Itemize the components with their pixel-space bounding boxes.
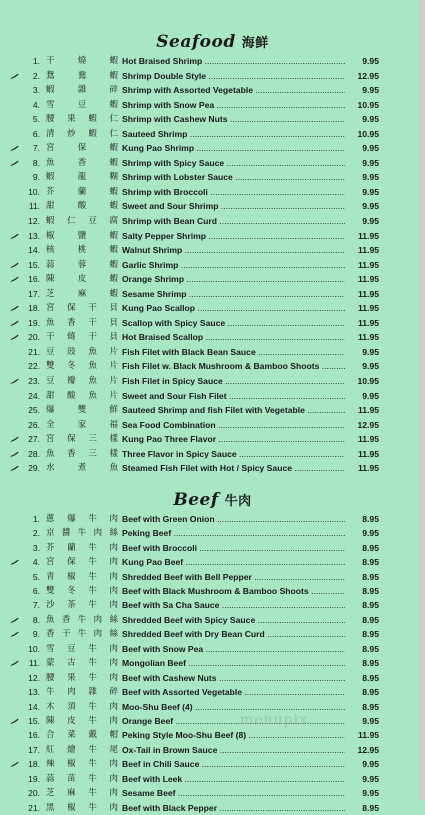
item-price: 9.95 [345, 83, 379, 98]
page-edge [419, 0, 425, 800]
menu-item-row [0, 772, 425, 786]
menu-item-row [0, 170, 425, 185]
item-chinese-name: 甜 酸 魚 片 [46, 390, 118, 401]
item-name: Orange Shrimp ..... [122, 272, 377, 287]
pepper-icon [10, 272, 22, 287]
item-chinese-name: 蒜 苗 牛 肉 [46, 773, 118, 784]
item-name: Shrimp with Bean Curd ..... [122, 214, 377, 229]
item-chinese-name: 魚 香 蝦 [46, 157, 118, 168]
item-number: 15. [28, 259, 40, 270]
item-price: 11.95 [345, 447, 379, 462]
item-number: 21. [28, 346, 40, 357]
item-price: 11.95 [345, 287, 379, 302]
item-name: Beef with Assorted Vegetable ..... [122, 685, 377, 699]
item-number: 26. [28, 419, 40, 430]
item-price: 11.95 [345, 330, 379, 345]
item-number: 1. [32, 513, 40, 524]
item-name: Hot Braised Scallop ..... [122, 330, 377, 345]
item-name: Moo-Shu Beef (4) ..... [122, 700, 377, 714]
item-chinese-name: 蝦 仁 豆 腐 [46, 216, 118, 227]
menu-item-row [0, 584, 425, 598]
item-name: Mongolian Beef ..... [122, 656, 377, 670]
item-number: 18. [28, 303, 40, 314]
item-price: 9.95 [345, 526, 379, 540]
item-name: Fish Filet w. Black Mushroom & Bamboo Shoots ..... [122, 359, 377, 374]
menu-item-row [0, 389, 425, 404]
item-price: 10.95 [345, 374, 379, 389]
menu-item-row [0, 642, 425, 656]
pepper-icon [10, 656, 22, 670]
item-name: Kung Pao Three Flavor ..... [122, 432, 377, 447]
seafood-section-title [0, 30, 425, 54]
item-price: 8.95 [345, 656, 379, 670]
item-name: Shredded Beef with Dry Bean Curd ..... [122, 627, 377, 641]
item-price: 12.95 [345, 743, 379, 757]
item-price: 8.95 [345, 555, 379, 569]
item-name: Beef with Sa Cha Sauce ..... [122, 598, 377, 612]
pepper-icon [10, 374, 22, 389]
menu-item-row [0, 214, 425, 229]
pepper-icon [10, 69, 22, 84]
pepper-icon [10, 461, 22, 476]
pepper-icon [10, 156, 22, 171]
menu-item-row [0, 627, 425, 641]
item-chinese-name: 干 燒 干 貝 [46, 332, 118, 343]
item-number: 5. [32, 571, 40, 582]
item-price: 12.95 [345, 69, 379, 84]
item-price: 8.95 [345, 801, 379, 815]
menu-item-row [0, 69, 425, 84]
item-number: 6. [32, 128, 40, 139]
beef-title-text: Beef [173, 489, 219, 510]
item-chinese-name: 豆 豉 魚 片 [46, 346, 118, 357]
menu-item-row [0, 541, 425, 555]
item-price: 8.95 [345, 613, 379, 627]
item-chinese-name: 宮 保 蝦 [46, 143, 118, 154]
item-name: Sauteed Shrimp and fish Filet with Vegetable ..... [122, 403, 377, 418]
menu-item-row [0, 301, 425, 316]
item-number: 1. [32, 56, 40, 66]
item-chinese-name: 蝦 雜 碎 [46, 85, 118, 96]
menu-item-row [0, 461, 425, 476]
menu-item-row [0, 685, 425, 699]
item-number: 14. [28, 701, 40, 712]
item-chinese-name: 牛 肉 雜 碎 [46, 687, 118, 698]
item-name: Sweet and Sour Shrimp ..... [122, 199, 377, 214]
item-price: 10.95 [345, 127, 379, 142]
menu-item-row [0, 403, 425, 418]
item-name: Shrimp with Assorted Vegetable ..... [122, 83, 377, 98]
item-chinese-name: 香 干 牛 肉 絲 [46, 629, 118, 640]
menu-item-row [0, 743, 425, 757]
menu-item-row [0, 258, 425, 273]
pepper-icon [10, 757, 22, 771]
item-price: 9.95 [345, 714, 379, 728]
menu-item-row [0, 54, 425, 69]
pepper-icon [10, 141, 22, 156]
item-name: Beef with Black Pepper ..... [122, 801, 377, 815]
item-name: Beef with Cashew Nuts ..... [122, 671, 377, 685]
item-number: 4. [32, 557, 40, 568]
item-chinese-name: 魚 香 牛 肉 絲 [46, 614, 118, 625]
item-number: 6. [32, 586, 40, 597]
seafood-title-zh: 海鲜 [241, 36, 269, 51]
menu-item-row [0, 714, 425, 728]
item-number: 11. [28, 658, 40, 669]
item-price: 9.95 [345, 185, 379, 200]
item-number: 14. [28, 245, 40, 256]
item-chinese-name: 合 菜 戴 帽 [46, 730, 118, 741]
item-chinese-name: 芥 蘭 蝦 [46, 186, 118, 197]
item-price: 11.95 [345, 432, 379, 447]
item-number: 13. [28, 230, 40, 241]
item-name: Beef in Chili Sauce ..... [122, 757, 377, 771]
item-chinese-name: 黑 椒 牛 肉 [46, 802, 118, 813]
seafood-title-text: Seafood [156, 32, 236, 52]
item-number: 13. [28, 687, 40, 698]
menu-item-row [0, 671, 425, 685]
item-price: 8.95 [345, 584, 379, 598]
menu-item-row [0, 330, 425, 345]
item-chinese-name: 雪 豆 牛 肉 [46, 643, 118, 654]
menu-item-row [0, 700, 425, 714]
item-number: 27. [28, 434, 40, 445]
item-number: 8. [32, 157, 40, 168]
item-price: 8.95 [345, 642, 379, 656]
item-price: 9.95 [345, 170, 379, 185]
menu-item-row [0, 98, 425, 113]
item-name: Beef with Snow Pea ..... [122, 642, 377, 656]
item-number: 25. [28, 405, 40, 416]
pepper-icon [10, 330, 22, 345]
menu-item-row [0, 598, 425, 612]
item-chinese-name: 宮 保 牛 肉 [46, 557, 118, 568]
item-name: Beef with Broccoli ..... [122, 541, 377, 555]
menu-item-row [0, 127, 425, 142]
item-price: 9.95 [345, 389, 379, 404]
item-name: Kung Pao Scallop ..... [122, 301, 377, 316]
item-number: 16. [28, 730, 40, 741]
item-chinese-name: 宮 保 三 樣 [46, 434, 118, 445]
menu-item-row [0, 512, 425, 526]
item-chinese-name: 爆 雙 鮮 [46, 405, 118, 416]
item-name: Sea Food Combination ..... [122, 418, 377, 433]
item-number: 9. [32, 629, 40, 640]
item-number: 11. [28, 201, 40, 212]
menu-item-row [0, 287, 425, 302]
item-chinese-name: 紅 燴 牛 尾 [46, 744, 118, 755]
item-number: 2. [32, 528, 40, 539]
item-price: 11.95 [345, 461, 379, 476]
item-name: Beef with Green Onion ..... [122, 512, 377, 526]
menu-item-row [0, 786, 425, 800]
item-chinese-name: 魚 香 三 樣 [46, 448, 118, 459]
item-name: Shredded Beef with Bell Pepper ..... [122, 570, 377, 584]
item-name: Peking Style Moo-Shu Beef (8) ..... [122, 728, 377, 742]
item-chinese-name: 全 家 福 [46, 419, 118, 430]
item-name: Shrimp with Lobster Sauce ..... [122, 170, 377, 185]
item-price: 11.95 [345, 403, 379, 418]
item-price: 10.95 [345, 98, 379, 113]
item-chinese-name: 蒜 蓉 蝦 [46, 259, 118, 270]
item-chinese-name: 核 桃 蝦 [46, 245, 118, 256]
menu-item-row [0, 447, 425, 462]
item-price: 11.95 [345, 272, 379, 287]
beef-section-title [0, 488, 425, 512]
item-name: Kung Pao Shrimp ..... [122, 141, 377, 156]
item-price: 9.95 [345, 757, 379, 771]
menu-item-row [0, 801, 425, 815]
item-price: 9.95 [345, 345, 379, 360]
seafood-list [0, 54, 425, 476]
item-chinese-name: 芝 麻 蝦 [46, 288, 118, 299]
item-chinese-name: 清 炒 蝦 仁 [46, 128, 118, 139]
item-price: 8.95 [345, 671, 379, 685]
item-name: Sesame Beef ..... [122, 786, 377, 800]
menu-item-row [0, 199, 425, 214]
menu-item-row [0, 243, 425, 258]
menu-item-row [0, 359, 425, 374]
item-number: 10. [28, 643, 40, 654]
item-price: 12.95 [345, 418, 379, 433]
item-price: 8.95 [345, 570, 379, 584]
item-chinese-name: 芥 蘭 牛 肉 [46, 542, 118, 553]
menu-item-row [0, 316, 425, 331]
item-price: 9.95 [345, 156, 379, 171]
item-number: 17. [28, 288, 40, 299]
item-number: 7. [32, 600, 40, 611]
item-number: 29. [28, 463, 40, 474]
item-number: 12. [28, 216, 40, 227]
menu-item-row [0, 656, 425, 670]
item-name: Steamed Fish Filet with Hot / Spicy Sauce ..... [122, 461, 377, 476]
item-chinese-name: 辣 椒 牛 肉 [46, 759, 118, 770]
item-name: Fish Filet with Black Bean Sauce ..... [122, 345, 377, 360]
item-name: Beef with Leek ..... [122, 772, 377, 786]
menu-item-row [0, 345, 425, 360]
item-chinese-name: 蒙 古 牛 肉 [46, 658, 118, 669]
menu-item-row [0, 156, 425, 171]
item-number: 19. [28, 317, 40, 328]
pepper-icon [10, 229, 22, 244]
item-price: 9.95 [345, 54, 379, 69]
item-price: 9.95 [345, 359, 379, 374]
menu-item-row [0, 570, 425, 584]
item-chinese-name: 京 醬 牛 肉 絲 [46, 528, 118, 539]
menu-item-row [0, 418, 425, 433]
item-chinese-name: 甜 酸 蝦 [46, 201, 118, 212]
item-chinese-name: 雙 冬 牛 肉 [46, 586, 118, 597]
item-chinese-name: 雪 豆 蝦 [46, 99, 118, 110]
item-name: Scallop with Spicy Sauce ..... [122, 316, 377, 331]
item-number: 12. [28, 672, 40, 683]
item-chinese-name: 蝦 龍 糊 [46, 172, 118, 183]
item-number: 15. [28, 715, 40, 726]
item-chinese-name: 陳 皮 牛 肉 [46, 715, 118, 726]
item-price: 11.95 [345, 243, 379, 258]
item-chinese-name: 魚 香 干 貝 [46, 317, 118, 328]
item-number: 23. [28, 376, 40, 387]
item-chinese-name: 宮 保 干 貝 [46, 303, 118, 314]
item-name: Three Flavor in Spicy Sauce ..... [122, 447, 377, 462]
menu-item-row [0, 432, 425, 447]
menu-item-row [0, 526, 425, 540]
menu-item-row [0, 728, 425, 742]
menu-item-row [0, 229, 425, 244]
pepper-icon [10, 714, 22, 728]
pepper-icon [10, 301, 22, 316]
item-price: 9.95 [345, 112, 379, 127]
item-name: Sauteed Shrimp ..... [122, 127, 377, 142]
menu-item-row [0, 272, 425, 287]
item-name: Shrimp Double Style ..... [122, 69, 377, 84]
item-chinese-name: 雙 冬 魚 片 [46, 361, 118, 372]
item-number: 19. [28, 773, 40, 784]
item-price: 8.95 [345, 627, 379, 641]
item-price: 9.95 [345, 141, 379, 156]
item-price: 11.95 [345, 316, 379, 331]
item-chinese-name: 沙 茶 牛 肉 [46, 600, 118, 611]
item-chinese-name: 芝 麻 牛 肉 [46, 788, 118, 799]
item-name: Shrimp with Snow Pea ..... [122, 98, 377, 113]
item-chinese-name: 蔥 爆 牛 肉 [46, 513, 118, 524]
item-number: 17. [28, 744, 40, 755]
item-price: 9.95 [345, 199, 379, 214]
item-number: 7. [32, 143, 40, 154]
item-name: Orange Beef ..... [122, 714, 377, 728]
item-chinese-name: 腰 果 蝦 仁 [46, 114, 118, 125]
item-price: 8.95 [345, 685, 379, 699]
beef-list [0, 512, 425, 815]
item-number: 2. [32, 70, 40, 81]
item-price: 11.95 [345, 728, 379, 742]
menu-item-row [0, 185, 425, 200]
beef-title-zh: 牛肉 [224, 493, 252, 509]
item-number: 20. [28, 332, 40, 343]
pepper-icon [10, 613, 22, 627]
item-name: Sesame Shrimp ..... [122, 287, 377, 302]
item-chinese-name: 豆 瓣 魚 片 [46, 376, 118, 387]
item-number: 9. [32, 172, 40, 183]
item-number: 10. [28, 186, 40, 197]
item-name: Shrimp with Broccoli ..... [122, 185, 377, 200]
item-price: 8.95 [345, 512, 379, 526]
item-name: Beef with Black Mushroom & Bamboo Shoots ..... [122, 584, 377, 598]
item-price: 9.95 [345, 214, 379, 229]
item-chinese-name: 鴛 鴦 蝦 [46, 70, 118, 81]
item-name: Shrimp with Cashew Nuts ..... [122, 112, 377, 127]
watermark: menupix [240, 712, 308, 728]
item-number: 8. [32, 614, 40, 625]
item-number: 21. [28, 802, 40, 813]
item-chinese-name: 腰 果 牛 肉 [46, 672, 118, 683]
item-name: Shredded Beef with Spicy Sauce ..... [122, 613, 377, 627]
pepper-icon [10, 316, 22, 331]
item-price: 11.95 [345, 258, 379, 273]
item-price: 11.95 [345, 301, 379, 316]
item-name: Salty Pepper Shrimp ..... [122, 229, 377, 244]
pepper-icon [10, 555, 22, 569]
item-name: Shrimp with Spicy Sauce ..... [122, 156, 377, 171]
item-number: 5. [32, 114, 40, 125]
item-name: Hot Braised Shrimp ..... [122, 54, 377, 69]
item-chinese-name: 木 須 牛 肉 [46, 701, 118, 712]
item-number: 28. [28, 448, 40, 459]
menu-item-row [0, 757, 425, 771]
item-name: Garlic Shrimp ..... [122, 258, 377, 273]
item-number: 24. [28, 390, 40, 401]
item-chinese-name: 青 椒 牛 肉 [46, 571, 118, 582]
item-price: 8.95 [345, 598, 379, 612]
pepper-icon [10, 258, 22, 273]
item-name: Peking Beef ..... [122, 526, 377, 540]
item-name: Sweet and Sour Fish Filet ..... [122, 389, 377, 404]
item-number: 22. [28, 361, 40, 372]
pepper-icon [10, 447, 22, 462]
menu-item-row [0, 112, 425, 127]
item-number: 3. [32, 85, 40, 96]
item-price: 11.95 [345, 229, 379, 244]
item-number: 3. [32, 542, 40, 553]
menu-item-row [0, 141, 425, 156]
item-chinese-name: 椒 鹽 蝦 [46, 230, 118, 241]
item-chinese-name: 水 煮 魚 [46, 463, 118, 474]
item-name: Kung Pao Beef ..... [122, 555, 377, 569]
pepper-icon [10, 627, 22, 641]
item-price: 8.95 [345, 541, 379, 555]
pepper-icon [10, 432, 22, 447]
item-name: Walnut Shrimp ..... [122, 243, 377, 258]
item-number: 20. [28, 788, 40, 799]
item-price: 8.95 [345, 700, 379, 714]
menu-item-row [0, 555, 425, 569]
menu-item-row [0, 83, 425, 98]
item-name: Ox-Tail in Brown Sauce ..... [122, 743, 377, 757]
item-number: 4. [32, 99, 40, 110]
item-chinese-name: 陳 皮 蝦 [46, 274, 118, 285]
item-number: 18. [28, 759, 40, 770]
item-number: 16. [28, 274, 40, 285]
menu-item-row [0, 374, 425, 389]
menu-item-row [0, 613, 425, 627]
item-chinese-name: 干 燒 蝦 [46, 56, 118, 66]
item-price: 9.95 [345, 786, 379, 800]
item-price: 9.95 [345, 772, 379, 786]
item-name: Fish Filet in Spicy Sauce ..... [122, 374, 377, 389]
